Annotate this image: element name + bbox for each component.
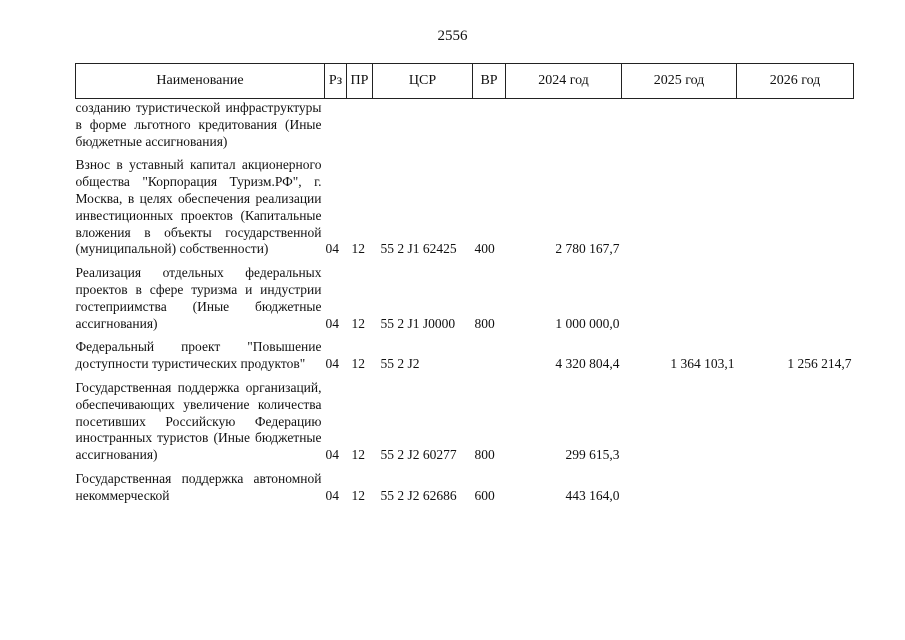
row-rz: 04: [325, 315, 339, 331]
header-csr: ЦСР: [373, 64, 473, 99]
row-vr: 800: [474, 447, 495, 463]
row-name: Реализация отдельных федеральных проектов в сфере туризма и индустрии гостеприимства (Иные бюджетные ассигнования): [75, 265, 322, 331]
row-2025: [622, 99, 737, 158]
row-csr: 55 2 J2 60277: [380, 447, 457, 463]
row-vr: 400: [474, 241, 495, 257]
row-csr: 55 2 J1 J0000: [380, 315, 456, 331]
table-row: [76, 157, 854, 265]
row-rz: 04: [325, 241, 339, 257]
row-2026: 1 256 214,7: [787, 356, 852, 372]
row-2024: 299 615,3: [565, 447, 620, 463]
row-2026: [737, 265, 854, 339]
row-csr: 55 2 J2: [380, 356, 420, 372]
row-pr: 12: [351, 487, 365, 503]
row-name: Федеральный проект "Повышение доступности туристических продуктов": [75, 339, 322, 372]
header-rz: Рз: [325, 64, 347, 99]
header-name: Наименование: [76, 64, 325, 99]
row-2024: [506, 99, 622, 158]
row-rz: 04: [325, 356, 339, 372]
table-row: [76, 265, 854, 339]
row-2026: [737, 99, 854, 158]
header-vr: ВР: [473, 64, 506, 99]
row-vr: 800: [474, 315, 495, 331]
row-pr: [347, 99, 373, 158]
row-2026: [737, 157, 854, 265]
table-row: [76, 99, 854, 158]
header-2026: 2026 год: [737, 64, 854, 99]
row-2024: 2 780 167,7: [555, 241, 620, 257]
table-row: [76, 471, 854, 512]
row-pr: 12: [351, 447, 365, 463]
table-row: [76, 380, 854, 471]
row-vr: [473, 99, 506, 158]
row-name: созданию туристической инфраструктуры в форме льготного кредитования (Иные бюджетные ассигнования): [75, 100, 322, 149]
row-pr: 12: [351, 241, 365, 257]
row-vr: [473, 339, 506, 380]
row-rz: 04: [325, 487, 339, 503]
row-csr: 55 2 J2 62686: [380, 487, 457, 503]
row-csr: [373, 99, 473, 158]
row-pr: 12: [351, 356, 365, 372]
row-name: Государственная поддержка организаций, обеспечивающих увеличение количества посетивших Российскую Федерацию иностранных туристов (Иные бюджетные ассигнования): [75, 379, 322, 463]
row-2024: 4 320 804,4: [555, 356, 620, 372]
header-2025: 2025 год: [622, 64, 737, 99]
row-pr: 12: [351, 315, 365, 331]
row-2025: [622, 471, 737, 512]
row-2024: 443 164,0: [565, 487, 620, 503]
row-2024: 1 000 000,0: [555, 315, 620, 331]
header-2024: 2024 год: [506, 64, 622, 99]
row-rz: 04: [325, 447, 339, 463]
row-2025: 1 364 103,1: [670, 356, 735, 372]
budget-table: [75, 63, 854, 512]
row-2026: [737, 471, 854, 512]
row-rz: [325, 99, 347, 158]
header-pr: ПР: [347, 64, 373, 99]
row-2025: [622, 265, 737, 339]
page-number: 2556: [437, 28, 468, 44]
row-name: Взнос в уставный капитал акционерного общества "Корпорация Туризм.РФ", г. Москва, в целях обеспечения реализации инвестиционных проектов (Капитальные вложения в объекты государственной (муниципальной) собственности): [75, 157, 322, 257]
row-2025: [622, 157, 737, 265]
table-header-row: [76, 64, 854, 99]
row-csr: 55 2 J1 62425: [380, 241, 457, 257]
row-2025: [622, 380, 737, 471]
row-vr: 600: [474, 487, 495, 503]
row-name: Государственная поддержка автономной некоммерческой: [75, 470, 322, 503]
row-2026: [737, 380, 854, 471]
table-row: [76, 339, 854, 380]
